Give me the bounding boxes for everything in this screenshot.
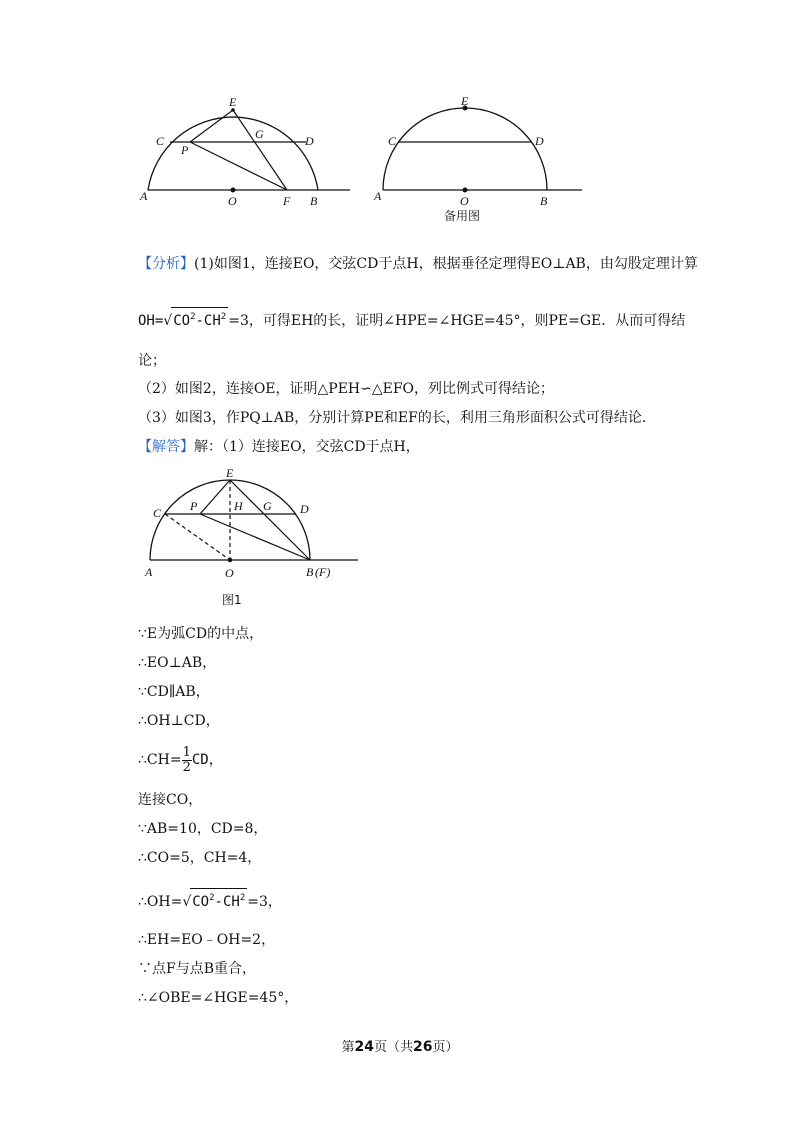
segment-EP <box>200 480 230 514</box>
analysis-line-3: 论； <box>138 353 166 369</box>
label-E: E <box>226 466 234 480</box>
answer-intro: 【解答】解：（1）连接EO，交弦CD于点H， <box>138 439 420 455</box>
analysis-line-1: 【分析】(1)如图1，连接EO，交弦CD于点H，根据垂径定理得EO⊥AB，由勾股定理计算 <box>138 256 698 272</box>
label-D: D <box>535 134 544 148</box>
page-number: 24 <box>354 1039 374 1055</box>
label-D: D <box>305 134 314 148</box>
label-B: B <box>306 565 314 579</box>
page-footer: 第24页（共26页） <box>341 1039 459 1055</box>
page-total: 26 <box>413 1039 433 1055</box>
step-11: ∵点F与点B重合， <box>138 961 257 977</box>
label-O: O <box>460 194 469 208</box>
label-A: A <box>145 565 153 579</box>
analysis-line-2: $OH=√CO^2-CH^2 =3$，可得EH的长，证明∠HPE=∠HGE=45°，则PE=GE．从而可得结 <box>138 307 685 330</box>
label-P: P <box>190 499 198 513</box>
label-O: O <box>225 566 234 580</box>
label-E: E <box>229 95 237 109</box>
fraction-one-half: $\frac{1}{2}$ <box>182 744 191 775</box>
figure-1 <box>138 462 363 612</box>
label-A: A <box>374 189 382 203</box>
step-1: ∵E为弧CD的中点， <box>138 626 264 642</box>
figure-right <box>365 88 590 223</box>
step-ch-half-cd: ∴CH= $\frac{1}{2}$ CD， <box>138 744 223 775</box>
point-O <box>228 558 233 563</box>
segment-PF <box>190 142 287 190</box>
analysis-line-4: （2）如图2，连接OE，证明△PEH∽△EFO，列比例式可得结论； <box>138 381 555 397</box>
answer-tag: 【解答】 <box>138 439 194 455</box>
caption-figure-1: 图1 <box>222 593 242 607</box>
segment-EP <box>190 110 233 142</box>
segment-EB <box>230 480 310 560</box>
point-O <box>231 188 236 193</box>
step-7: ∵AB=10，CD=8， <box>138 821 268 837</box>
label-C: C <box>156 134 165 148</box>
label-H: H <box>234 499 243 513</box>
segment-CO-dashed <box>165 514 230 560</box>
label-C: C <box>388 134 397 148</box>
label-F: (F) <box>315 565 331 579</box>
label-A: A <box>140 189 148 203</box>
label-E: E <box>461 94 469 108</box>
analysis-tag: 【分析】 <box>138 256 194 272</box>
label-B: B <box>310 194 318 208</box>
step-oh-sqrt: $\therefore OH=√CO^2-CH^2 =3$， <box>138 888 282 911</box>
label-F: F <box>283 194 291 208</box>
step-2: ∴EO⊥AB， <box>138 655 217 671</box>
step-4: ∴OH⊥CD， <box>138 713 220 729</box>
semicircle-arc <box>383 108 547 190</box>
analysis-line-5: （3）如图3，作PQ⊥AB，分别计算PE和EF的长，利用三角形面积公式可得结论． <box>138 410 656 426</box>
step-6: 连接CO， <box>138 792 203 808</box>
label-B: B <box>540 194 548 208</box>
label-C: C <box>153 506 162 520</box>
segment-EF <box>233 110 287 190</box>
segment-PB <box>200 514 310 560</box>
step-10: ∴EH=EO﹣OH=2， <box>138 932 276 948</box>
step-3: ∵CD∥AB， <box>138 684 210 700</box>
label-O: O <box>228 194 237 208</box>
label-G: G <box>263 499 272 513</box>
caption-backup-figure: 备用图 <box>444 209 481 223</box>
step-12: ∴∠OBE=∠HGE=45°， <box>138 990 299 1006</box>
point-O <box>463 188 468 193</box>
step-8: ∴CO=5，CH=4， <box>138 850 262 866</box>
semicircle-arc <box>148 117 318 190</box>
label-P: P <box>181 143 189 157</box>
figure-left <box>130 88 355 213</box>
label-G: G <box>255 127 264 141</box>
label-D: D <box>300 502 309 516</box>
